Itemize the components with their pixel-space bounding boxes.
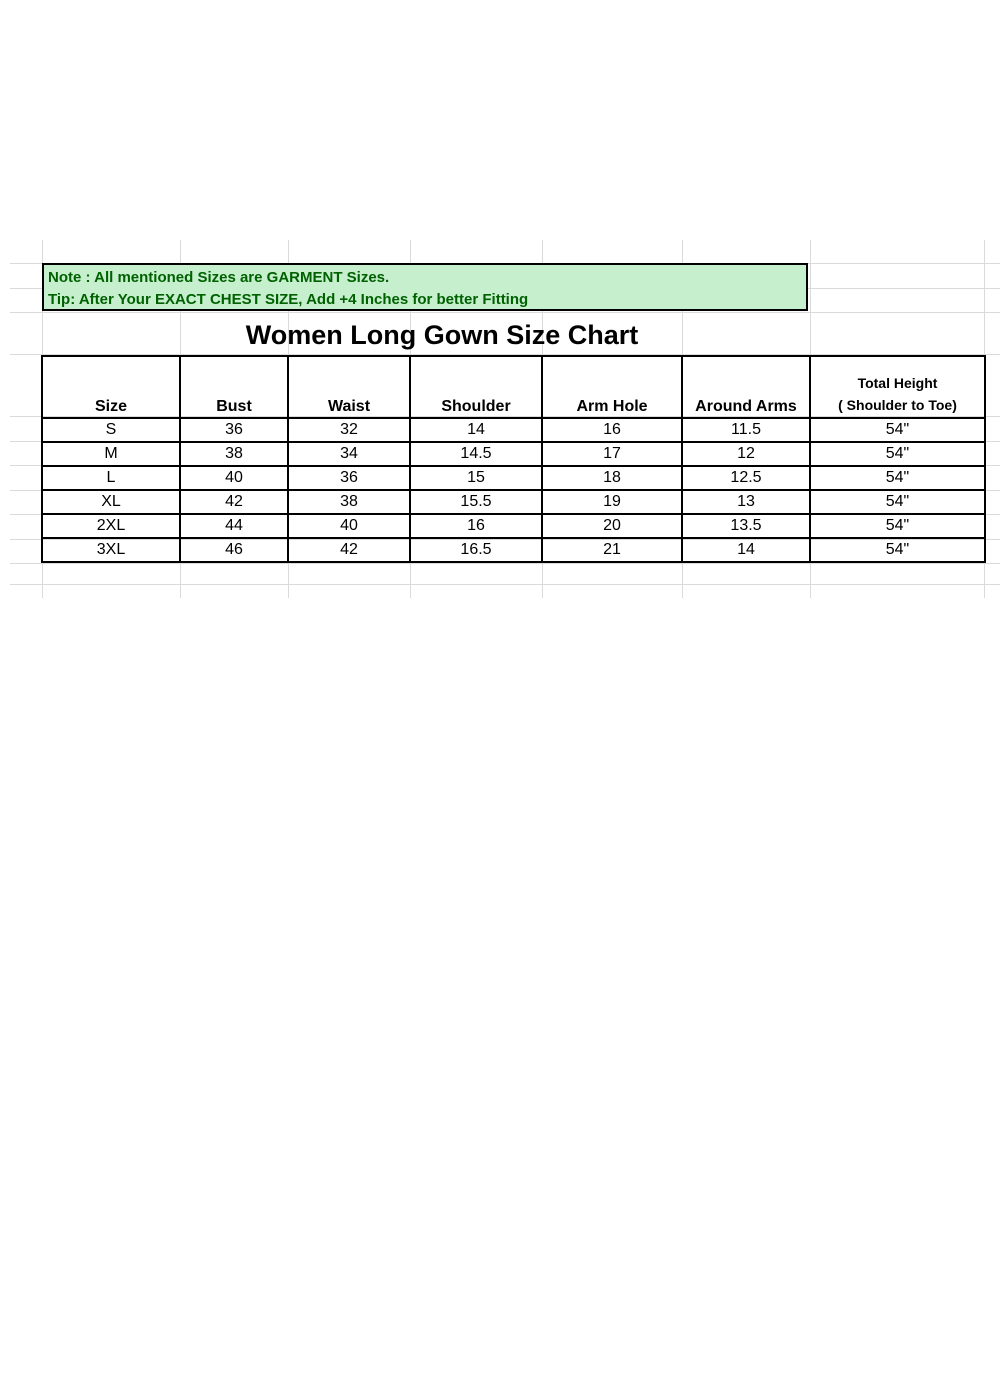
chart-title: Women Long Gown Size Chart <box>245 320 639 350</box>
cell-size: XL <box>42 490 180 514</box>
header-bust: Bust <box>180 356 288 418</box>
cell-bust: 36 <box>180 418 288 442</box>
cell-bust: 44 <box>180 514 288 538</box>
table-row <box>42 514 985 538</box>
table-row <box>42 418 985 442</box>
table-header-row <box>42 356 985 418</box>
cell-arm-hole: 18 <box>542 466 682 490</box>
header-total-height <box>810 356 985 418</box>
header-around-arms: Around Arms <box>682 356 810 418</box>
cell-shoulder: 16.5 <box>410 538 542 562</box>
cell-around-arms: 13.5 <box>682 514 810 538</box>
cell-size: L <box>42 466 180 490</box>
cell-arm-hole: 17 <box>542 442 682 466</box>
cell-waist: 42 <box>288 538 410 562</box>
cell-size: 2XL <box>42 514 180 538</box>
table-row <box>42 490 985 514</box>
cell-shoulder: 15.5 <box>410 490 542 514</box>
cell-total-height: 54" <box>810 418 985 442</box>
cell-waist: 40 <box>288 514 410 538</box>
cell-bust: 38 <box>180 442 288 466</box>
header-total-height-line2: ( Shoulder to Toe) <box>838 397 957 413</box>
header-waist: Waist <box>288 356 410 418</box>
cell-total-height: 54" <box>810 442 985 466</box>
cell-arm-hole: 20 <box>542 514 682 538</box>
note-box <box>42 263 808 311</box>
cell-waist: 38 <box>288 490 410 514</box>
cell-size: M <box>42 442 180 466</box>
cell-size: 3XL <box>42 538 180 562</box>
cell-arm-hole: 21 <box>542 538 682 562</box>
table-row <box>42 442 985 466</box>
cell-waist: 34 <box>288 442 410 466</box>
cell-around-arms: 14 <box>682 538 810 562</box>
cell-around-arms: 12.5 <box>682 466 810 490</box>
header-total-height-line1: Total Height <box>857 375 938 391</box>
cell-around-arms: 12 <box>682 442 810 466</box>
cell-shoulder: 15 <box>410 466 542 490</box>
cell-around-arms: 13 <box>682 490 810 514</box>
cell-size: S <box>42 418 180 442</box>
size-chart-table <box>41 355 986 563</box>
cell-waist: 32 <box>288 418 410 442</box>
table-row <box>42 466 985 490</box>
header-shoulder: Shoulder <box>410 356 542 418</box>
cell-waist: 36 <box>288 466 410 490</box>
cell-arm-hole: 16 <box>542 418 682 442</box>
cell-bust: 40 <box>180 466 288 490</box>
cell-shoulder: 14.5 <box>410 442 542 466</box>
cell-total-height: 54" <box>810 466 985 490</box>
cell-total-height: 54" <box>810 490 985 514</box>
cell-arm-hole: 19 <box>542 490 682 514</box>
cell-shoulder: 14 <box>410 418 542 442</box>
cell-bust: 46 <box>180 538 288 562</box>
table-row <box>42 538 985 562</box>
cell-around-arms: 11.5 <box>682 418 810 442</box>
cell-total-height: 54" <box>810 538 985 562</box>
header-size: Size <box>42 356 180 418</box>
header-arm-hole: Arm Hole <box>542 356 682 418</box>
note-line: Note : All mentioned Sizes are GARMENT Sizes. <box>48 269 390 286</box>
cell-bust: 42 <box>180 490 288 514</box>
tip-line: Tip: After Your EXACT CHEST SIZE, Add +4 Inches for better Fitting <box>48 291 529 308</box>
cell-total-height: 54" <box>810 514 985 538</box>
cell-shoulder: 16 <box>410 514 542 538</box>
